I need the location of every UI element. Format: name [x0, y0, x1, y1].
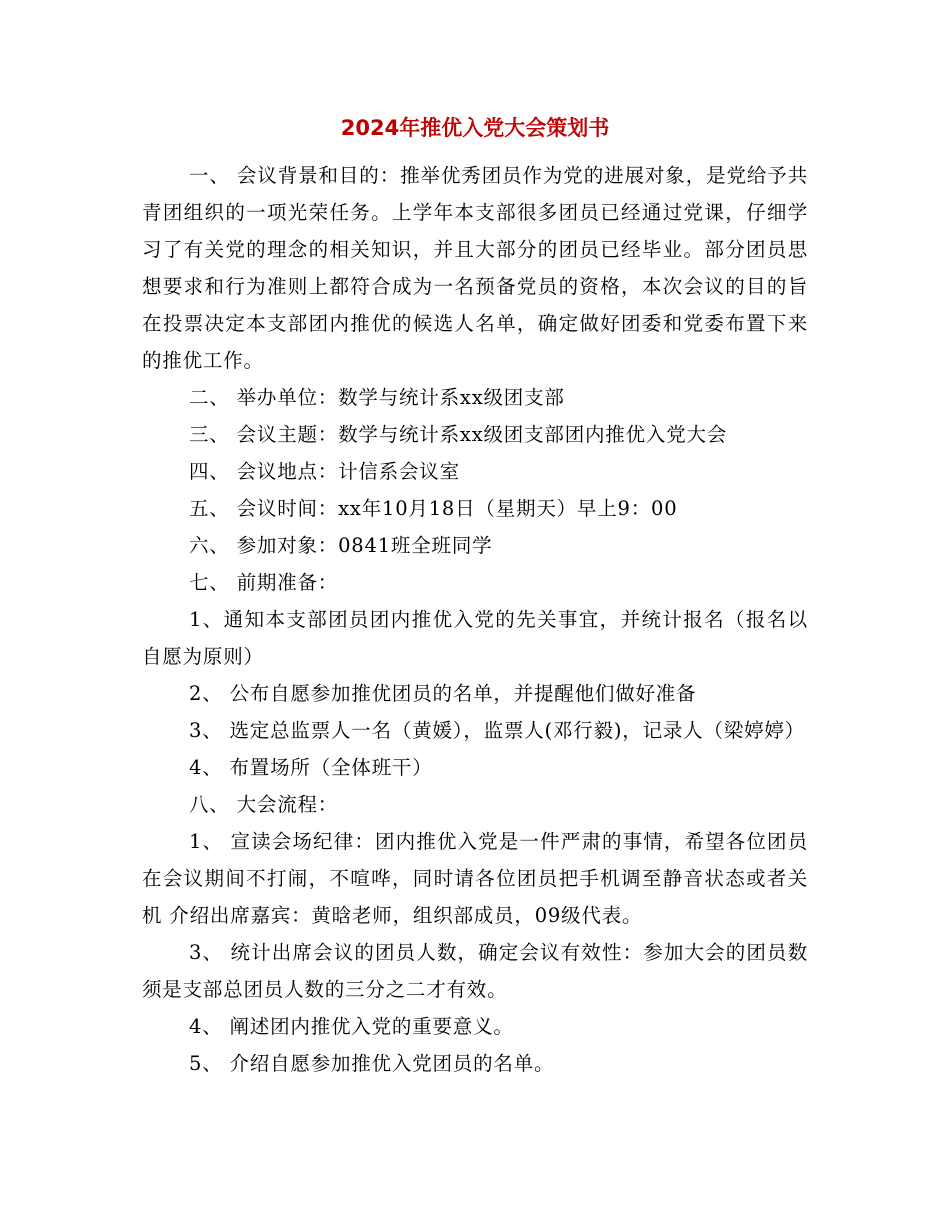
- section-participants: 六、 参加对象：0841班全班同学: [189, 534, 493, 557]
- section-organizer: 二、 举办单位：数学与统计系xx级团支部: [189, 386, 565, 409]
- prep-item-4: 4、 布置场所（全体班干）: [189, 756, 433, 779]
- procedure-item-1: 1、 宣读会场纪律：团内推优入党是一件严肃的事情，希望各位团员在会议期间不打闹，不喧哗，同时请各位团员把手机调至静音状态或者关机 介绍出席嘉宾：黄晗老师，组织部成员，09级代表。: [142, 830, 808, 927]
- section-location: 四、 会议地点：计信系会议室: [189, 460, 460, 483]
- section-preparation: 七、 前期准备：: [189, 571, 339, 594]
- prep-item-1: 1、通知本支部团员团内推优入党的先关事宜，并统计报名（报名以自愿为原则）: [142, 608, 808, 668]
- prep-item-2: 2、 公布自愿参加推优团员的名单，并提醒他们做好准备: [189, 682, 697, 705]
- document-title: 2024年推优入党大会策划书: [340, 116, 610, 140]
- procedure-item-4: 4、 阐述团内推优入党的重要意义。: [189, 1015, 514, 1038]
- procedure-item-5: 5、 介绍自愿参加推优入党团员的名单。: [189, 1052, 555, 1075]
- section-theme: 三、 会议主题：数学与统计系xx级团支部团内推优入党大会: [189, 423, 728, 446]
- document-page: [142, 113, 808, 1082]
- section-background: 一、 会议背景和目的：推举优秀团员作为党的进展对象，是党给予共青团组织的一项光荣任务。上学年本支部很多团员已经通过党课，仔细学习了有关党的理念的相关知识，并且大部分的团员已经毕业。部分团员思想要求和行为准则上都符合成为一名预备党员的资格，本次会议的目的旨在投票决定本支部团内推优的候选人名单，确定做好团委和党委布置下来的推优工作。: [142, 164, 808, 372]
- prep-item-3: 3、 选定总监票人一名（黄媛），监票人(邓行毅)，记录人（梁婷婷）: [189, 719, 805, 742]
- procedure-item-3: 3、 统计出席会议的团员人数，确定会议有效性：参加大会的团员数须是支部总团员人数的三分之二才有效。: [142, 941, 808, 1001]
- section-procedure: 八、 大会流程：: [189, 793, 339, 816]
- section-time: 五、 会议时间：xx年10月18日（星期天）早上9：00: [189, 497, 678, 520]
